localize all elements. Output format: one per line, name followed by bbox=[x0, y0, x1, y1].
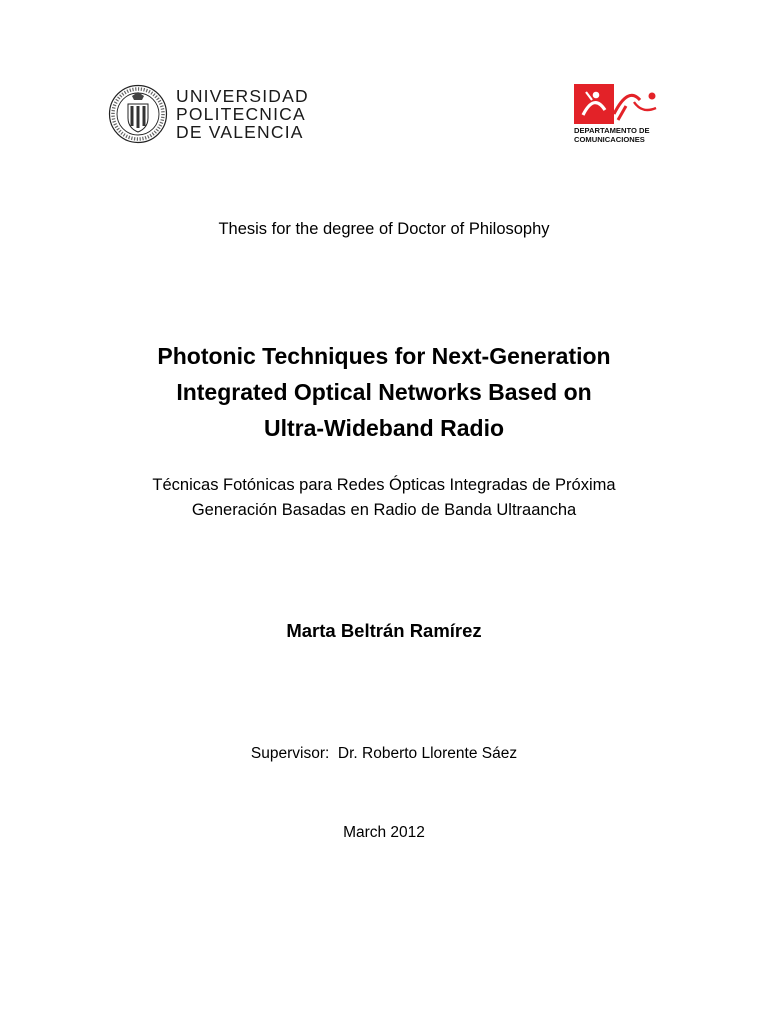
thesis-title-line1: Photonic Techniques for Next-Generation bbox=[157, 343, 611, 369]
university-name bbox=[176, 87, 309, 141]
department-name bbox=[574, 126, 650, 144]
thesis-title-line3: Ultra-Wideband Radio bbox=[263, 415, 505, 441]
author-name: Marta Beltrán Ramírez bbox=[286, 620, 482, 641]
supervisor-line: Supervisor: Dr. Roberto Llorente Sáez bbox=[250, 745, 518, 762]
university-seal-icon bbox=[108, 84, 168, 144]
department-name-line2: COMUNICACIONES bbox=[574, 135, 645, 144]
university-name-line2: POLITECNICA bbox=[176, 104, 306, 124]
department-name-line1: DEPARTAMENTO DE bbox=[574, 126, 650, 135]
thesis-subtitle bbox=[0, 473, 768, 523]
thesis-subtitle-line1: Técnicas Fotónicas para Redes Ópticas Integradas de Próxima bbox=[152, 476, 616, 494]
thesis-subtitle-line2: Generación Basadas en Radio de Banda Ultraancha bbox=[191, 501, 577, 519]
degree-statement: Thesis for the degree of Doctor of Philosophy bbox=[218, 220, 550, 238]
thesis-title bbox=[0, 338, 768, 446]
university-logo bbox=[108, 84, 308, 146]
thesis-title-line2: Integrated Optical Networks Based on bbox=[176, 379, 592, 405]
publication-date: March 2012 bbox=[343, 824, 425, 841]
dcom-mark-icon bbox=[574, 84, 658, 128]
university-name-line3: DE VALENCIA bbox=[176, 122, 304, 142]
university-name-line1: UNIVERSIDAD bbox=[176, 86, 309, 106]
department-logo bbox=[570, 84, 670, 146]
